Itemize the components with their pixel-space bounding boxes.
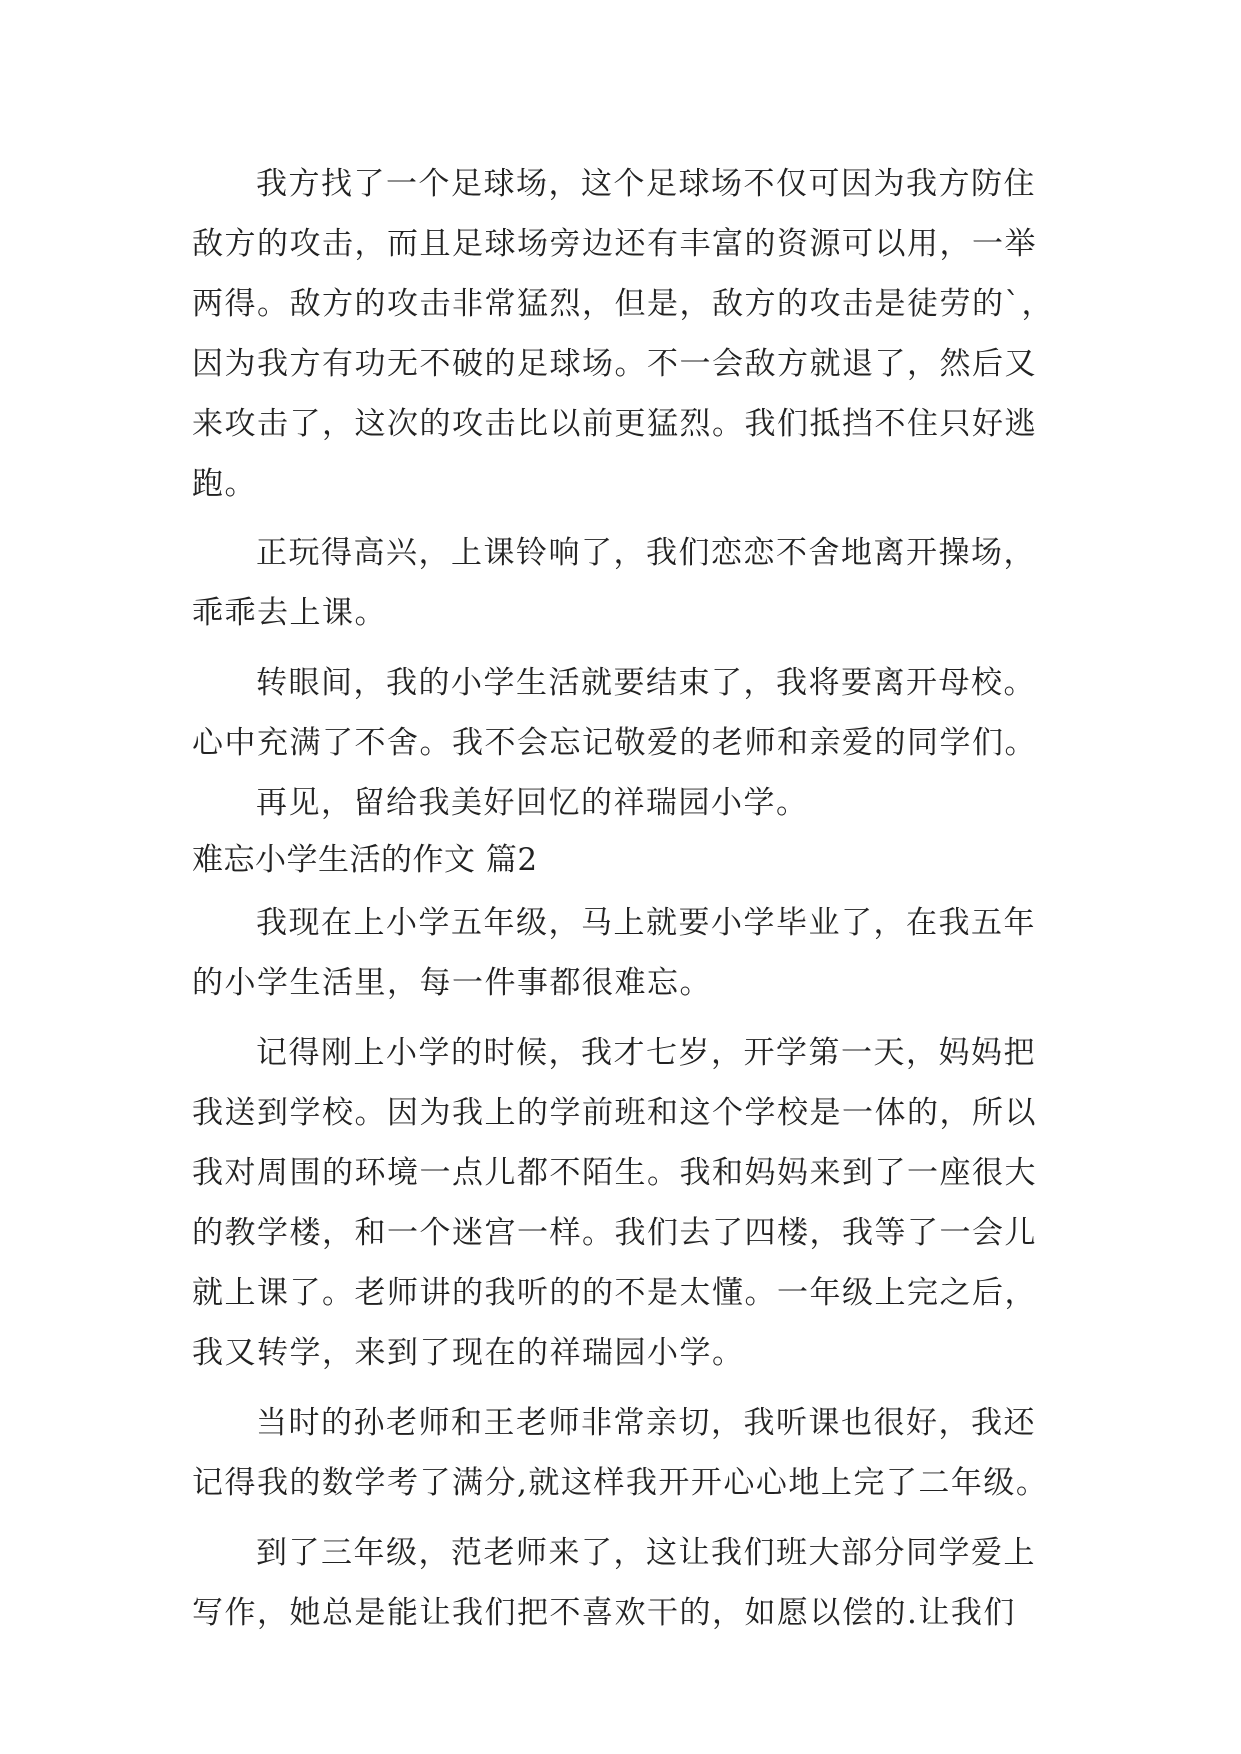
paragraph-line: 两得。敌方的攻击非常猛烈，但是，敌方的攻击是徒劳的`， [192,286,1054,322]
paragraph-line: 记得我的数学考了满分,就这样我开开心心地上完了二年级。 [192,1465,1049,1501]
paragraph-line: 当时的孙老师和王老师非常亲切，我听课也很好，我还 [256,1405,1036,1441]
paragraph-line: 来攻击了，这次的攻击比以前更猛烈。我们抵挡不住只好逃 [192,406,1037,442]
paragraph-line: 转眼间，我的小学生活就要结束了，我将要离开母校。 [256,665,1036,701]
paragraph-line: 就上课了。老师讲的我听的的不是太懂。一年级上完之后， [192,1275,1037,1311]
section-heading: 难忘小学生活的作文 篇2 [192,842,538,878]
paragraph-line: 我方找了一个足球场，这个足球场不仅可因为我方防住 [256,166,1036,202]
paragraph-line: 乖乖去上课。 [192,595,387,631]
paragraph-line: 跑。 [192,466,257,502]
paragraph-line: 正玩得高兴，上课铃响了，我们恋恋不舍地离开操场， [256,535,1036,571]
paragraph-line: 的教学楼，和一个迷宫一样。我们去了四楼，我等了一会儿 [192,1215,1037,1251]
paragraph-line: 的小学生活里，每一件事都很难忘。 [192,965,712,1001]
paragraph-line: 写作，她总是能让我们把不喜欢干的，如愿以偿的.让我们 [192,1595,1016,1631]
paragraph-line: 再见，留给我美好回忆的祥瑞园小学。 [256,785,809,821]
paragraph-line: 我又转学，来到了现在的祥瑞园小学。 [192,1335,745,1371]
paragraph-line: 因为我方有功无不破的足球场。不一会敌方就退了，然后又 [192,346,1037,382]
paragraph-line: 我现在上小学五年级，马上就要小学毕业了，在我五年 [256,905,1036,941]
paragraph-line: 我送到学校。因为我上的学前班和这个学校是一体的，所以 [192,1095,1037,1131]
paragraph-line: 敌方的攻击，而且足球场旁边还有丰富的资源可以用，一举 [192,226,1037,262]
paragraph-line: 到了三年级，范老师来了，这让我们班大部分同学爱上 [256,1535,1036,1571]
paragraph-line: 心中充满了不舍。我不会忘记敬爱的老师和亲爱的同学们。 [192,725,1037,761]
paragraph-line: 记得刚上小学的时候，我才七岁，开学第一天，妈妈把 [256,1035,1036,1071]
paragraph-line: 我对周围的环境一点儿都不陌生。我和妈妈来到了一座很大 [192,1155,1037,1191]
